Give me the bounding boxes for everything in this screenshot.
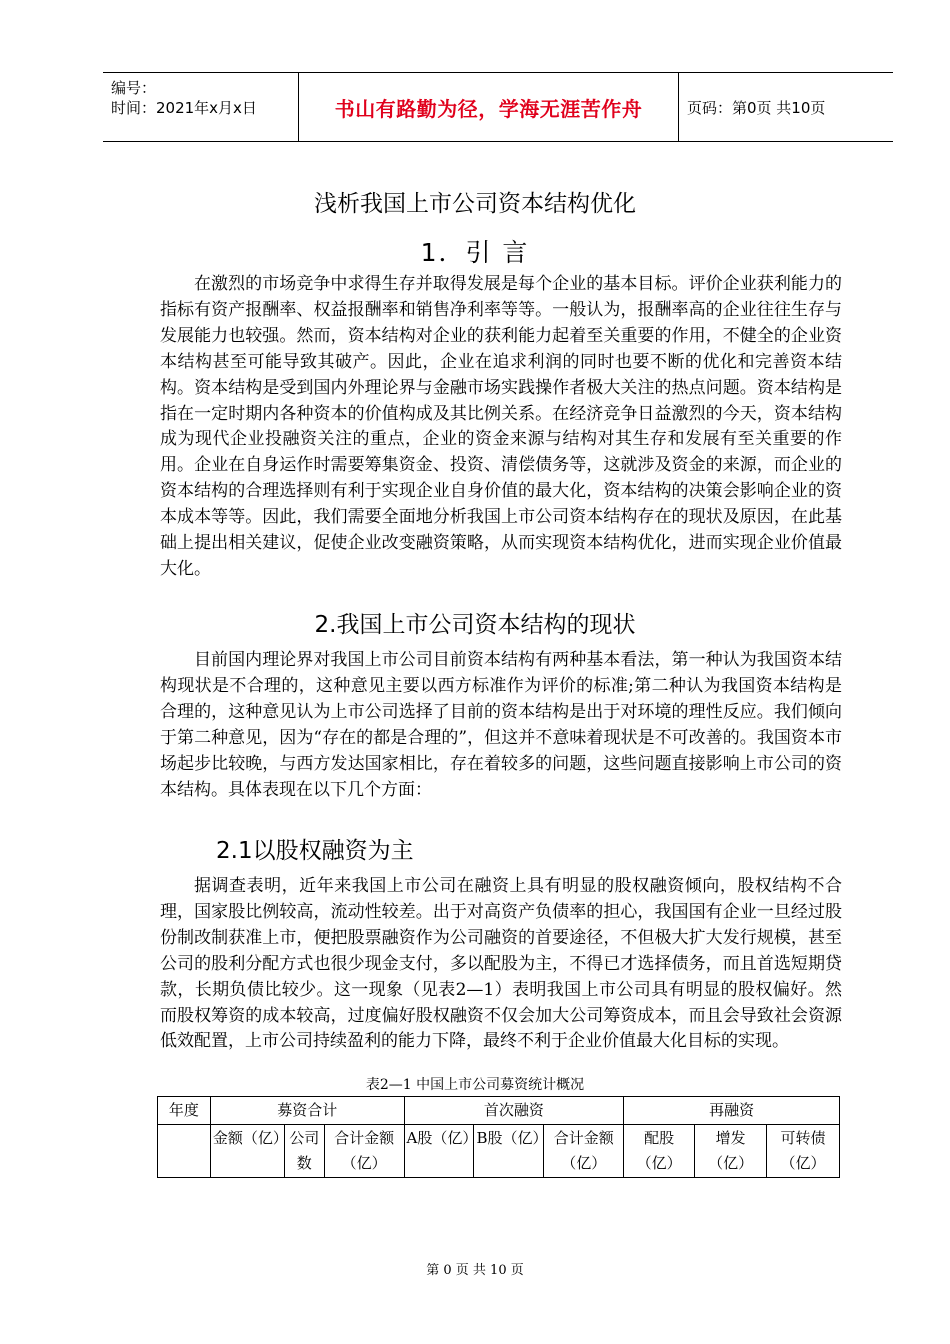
sub-header: 公司数 [284, 1125, 324, 1178]
header-page-info: 页码：第0页 共10页 [687, 98, 826, 117]
header-date: 时间：2021年x月x日 [111, 99, 257, 117]
sub-header: B股（亿） [474, 1125, 544, 1178]
sub-header: 合计金额（亿） [324, 1125, 404, 1178]
header-refinance: 再融资 [624, 1097, 840, 1125]
blank-cell [158, 1125, 211, 1178]
section-2-paragraph: 目前国内理论界对我国上市公司目前资本结构有两种基本看法，第一种认为我国资本结构现状是不合理的，这种意见主要以西方标准作为评价的标准;第二种认为我国资本结构是合理的，这种意见认为上市公司选择了目前的资本结构是出于对环境的理性反应。我们倾向于第二种意见，因为“存在的都是合理的”，但这并不意味着现状是不可改善的。我国资本市场起步比较晚，与西方发达国家相比，存在着较多的问题，这些问题直接影响上市公司的资本结构。具体表现在以下几个方面： [160, 650, 842, 800]
fundraising-table [157, 1096, 840, 1178]
document-title: 浅析我国上市公司资本结构优化 [314, 191, 636, 217]
page-footer: 第 0 页 共 10 页 [426, 1263, 524, 1278]
sub-header: 增发（亿） [695, 1125, 767, 1178]
header-ipo: 首次融资 [404, 1097, 624, 1125]
section-1-heading: 1．引 言 [420, 238, 530, 267]
table-caption: 表2—1 中国上市公司募资统计概况 [365, 1077, 585, 1093]
header-year: 年度 [158, 1097, 211, 1125]
section-2-heading: 2.我国上市公司资本结构的现状 [314, 612, 636, 638]
sub-header: 合计金额（亿） [544, 1125, 624, 1178]
table-header-row [158, 1097, 840, 1125]
header-number-label: 编号： [111, 79, 157, 97]
page-header [103, 72, 893, 142]
header-meta [103, 73, 299, 141]
table-subheader-row [158, 1125, 840, 1178]
header-total: 募资合计 [210, 1097, 404, 1125]
section-2-1-heading: 2.1以股权融资为主 [216, 838, 414, 864]
section-2-1-paragraph: 据调查表明，近年来我国上市公司在融资上具有明显的股权融资倾向，股权结构不合理，国家股比例较高，流动性较差。出于对高资产负债率的担心，我国国有企业一旦经过股份制改制获准上市，便把股票融资作为公司融资的首要途径，不但极大扩大发行规模，甚至公司的股利分配方式也很少现金支付，多以配股为主，不得已才选择债务，而且首选短期贷款，长期负债比较少。这一现象（见表2—1）表明我国上市公司具有明显的股权偏好。然而股权筹资的成本较高，过度偏好股权融资不仅会加大公司筹资成本，而且会导致社会资源低效配置，上市公司持续盈利的能力下降，最终不利于企业价值最大化目标的实现。 [160, 876, 842, 1052]
sub-header: 可转债（亿） [767, 1125, 840, 1178]
header-motto: 书山有路勤为径，学海无涯苦作舟 [299, 73, 679, 141]
sub-header: 配股（亿） [624, 1125, 695, 1178]
sub-header: A股（亿） [404, 1125, 474, 1178]
sub-header: 金额（亿） [210, 1125, 284, 1178]
section-1-paragraph: 在激烈的市场竞争中求得生存并取得发展是每个企业的基本目标。评价企业获利能力的指标有资产报酬率、权益报酬率和销售净利率等等。一般认为，报酬率高的企业往往生存与发展能力也较强。然而，资本结构对企业的获利能力起着至关重要的作用，不健全的企业资本结构甚至可能导致其破产。因此，企业在追求利润的同时也要不断的优化和完善资本结构。资本结构是受到国内外理论界与金融市场实践操作者极大关注的热点问题。资本结构是指在一定时期内各种资本的价值构成及其比例关系。在经济竞争日益激烈的今天，资本结构成为现代企业投融资关注的重点，企业的资金来源与结构对其生存和发展有至关重要的作用。企业在自身运作时需要筹集资金、投资、清偿债务等，这就涉及资金的来源，而企业的资本结构的合理选择则有利于实现企业自身价值的最大化，资本结构的决策会影响企业的资本成本等等。因此，我们需要全面地分析我国上市公司资本结构存在的现状及原因，在此基础上提出相关建议，促使企业改变融资策略，从而实现资本结构优化，进而实现企业价值最大化。 [160, 274, 842, 579]
